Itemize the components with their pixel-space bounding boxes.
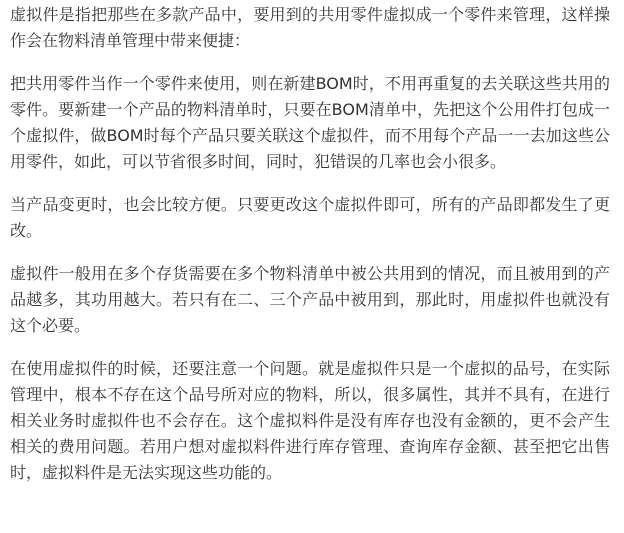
- article-body: [10, 2, 610, 503]
- paragraph-3: 当产品变更时，也会比较方便。只要更改这个虚拟件即可，所有的产品即都发生了更改。: [10, 195, 610, 240]
- paragraph-1: 虚拟件是指把那些在多款产品中，要用到的共用零件虚拟成一个零件来管理，这样操作会在物料清单管理中带来便捷：: [10, 5, 610, 50]
- paragraph-4: 虚拟件一般用在多个存货需要在多个物料清单中被公共用到的情况，而且被用到的产品越多，其功用越大。若只有在二、三个产品中被用到，那此时，用虚拟件也就没有这个必要。: [10, 264, 610, 335]
- paragraph-2: 把共用零件当作一个零件来使用，则在新建BOM时，不用再重复的去关联这些共用的零件。要新建一个产品的物料清单时，只要在BOM清单中，先把这个公用件打包成一个虚拟件，做BOM时每个产品只要关联这个虚拟件，而不用每个产品一一去加这些公用零件，如此，可以节省很多时间，同时，犯错误的几率也会小很多。: [10, 74, 610, 171]
- paragraph-5: 在使用虚拟件的时候，还要注意一个问题。就是虚拟件只是一个虚拟的品号，在实际管理中，根本不存在这个品号所对应的物料，所以，很多属性，其并不具有，在进行相关业务时虚拟件也不会存在。这个虚拟料件是没有库存也没有金额的，更不会产生相关的费用问题。若用户想对虚拟料件进行库存管理、查询库存金额、甚至把它出售时，虚拟料件是无法实现这些功能的。: [10, 359, 610, 482]
